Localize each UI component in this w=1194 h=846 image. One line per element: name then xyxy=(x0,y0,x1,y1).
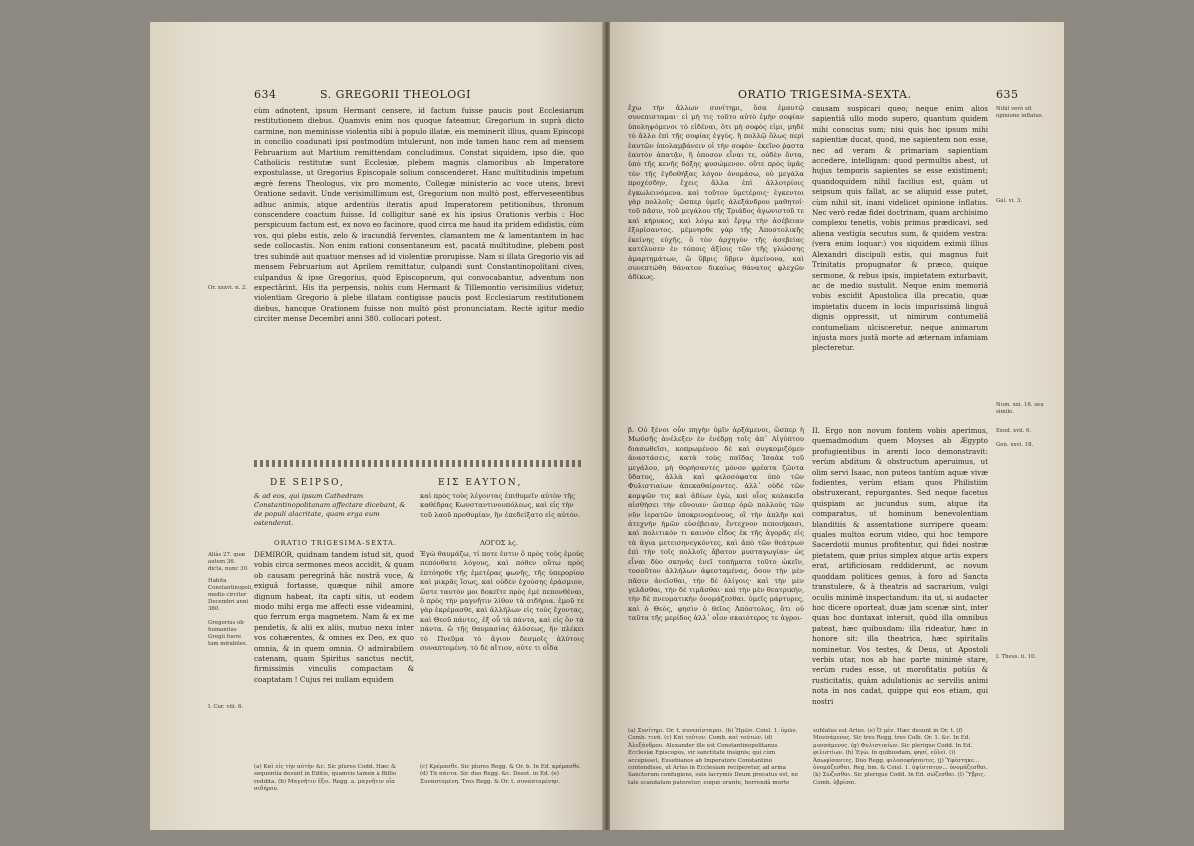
right-running-title: ORATIO TRIGESIMA-SEXTA. xyxy=(738,88,912,101)
latin-body-column xyxy=(254,550,414,760)
right-margin-note-2: Gal. vi. 3. xyxy=(996,198,1023,204)
right-margin-note-1: Nihil verò sit opinione inflatus. xyxy=(996,106,1044,119)
left-margin-ref: Or. xxxvi. n. 2. xyxy=(208,285,248,291)
open-book xyxy=(150,22,1064,830)
margin-note-1: Aliàs 27. quæ autem 36. dicta, nunc 30. xyxy=(208,552,249,572)
left-page xyxy=(150,22,604,830)
right-greek-column-b xyxy=(628,426,804,724)
right-greek-text-a: ἔχω τὴν ἄλλων συνίτημι, ὅσα ἐμαυτῷ συνεπισταμαι· εἰ μὴ τις τοῦτο αὐτὸ ἐμὴν σοφίαν ὑποληψόμενοι τὸ εἰδέναι, ὅτι μὴ σοφὸς εἰμι, μηδὲ τὸ ἄλλο ἐπὶ τῆς σοφίας ἐγγὺς. ἢ πολλῷ ὅλως περὶ ἑαυτῶν ὑπολαμβάνειν οἱ τὴν σοφὸν· ἐκεῖνο ῥᾳστα ἑαυτὸν ἀπατᾷν, ἢ ὁποσον εἶναι τε, οὐδὲν ὄντα, ὑπὸ τῆς κενῆς δόξης φυσώμενον. οὕτε πρὸς ὑμᾶς τὸν τῆς ἐγδοθήξας λόγον ὀνομάσω, οὐ μεγάλα προχέσδην, ἔχεις ἄλλα ἐπὶ ἀλλοτρίοις ἐγκωλεινόμενα. καὶ τοῦτον ὑμετέροις· ἐγκεντοι γὰρ πολλοῖς· ὥσπερ ὑμεῖς ἀλεξάνδρου μαθητοί· τοῦ πᾶσιν, τοῦ μεγάλου τῆς Τριάδος ἀγωνιστοῦ τε καὶ κήρυκος, καὶ λόγῳ καὶ ἔργῳ τὴν ἀσέβειαν ἐξορίσαντος. μέμνησθε γὰρ τῆς Ἀποστολικῆς ἐκείνης εὐχῆς, ὃ τὸν ἀρχηγὸν τῆς ἀσεβείας κατέλυσεν ἐν τόποις ἀξίοις τῶν τῆς γλώσσης ἁμαρτημάτων, ὥ ὕβρις ὕβριν ἀμείνονα, καὶ συνεπτώθη θάνατον δικαίως θάνατος φλεχῶν ἀδίκως. xyxy=(628,104,804,282)
margin-note-4: I. Cor. viii. 6. xyxy=(208,704,244,710)
right-margin-note-5: Gen. xxvi. 18. xyxy=(996,442,1034,448)
right-greek-text-b: β. Οὐ ξένοι οὖν πηγὴν ὑμῖν ἀρξάμενοι, ὥσπερ ἡ Μωϋσῆς ἀνέλεξεν ἐν ἐνέδρῃ τοῖς ἀπ᾿ Αἰγύπτου διασωθεῖσι, κοπρωμένου δὲ καὶ συγκομιζόμεν ἀναστάσεις, κατὰ τοὺς παῖδας Ἰσαὰκ τοῦ μεγάλου, μὴ θορήσαντες μόνον φρέατα ζῶντα ὕδατος, ἀλλὰ καὶ φιλοσόφατα ὑπὸ τῶν Φυλιστιαίων ἀπεκαθαίροντες. ἀλλ᾿ οὐδὲ τῶν κομψῶν τις καὶ ἀδίων ἐγὼ, καὶ οἷος κολακεῖα αἰσθήσει τὴν εὔνοιαν· ὥσπερ ὁρῶ πολλοὺς τῶν νῦν ἱερατῶν ὑποκρινομένους, οἳ τὴν ἁπλῆν καὶ ἀτεχνὴν ἡμῶν εὐσέβειαν, ἔντεχνον πεποιήκασι, καὶ πολιτικόν τι καινὸν εἶδος ἐκ τῆς ἀγορᾶς εἰς τὰ ἅγια μετεισηνεγκόντες, καὶ ἀπὸ τῶν θεάτρων ἐπὶ τὴν τοῖς πολλοῖς ἄβατον μυσταγωγίαν· ὡς εἶναι δύο σκηνὰς ἐνεῖ τοπήματα τοῦτο ὠκεῖν, τοσοῦτον ἀλλήλων ἀφεσταμένας, ὅσον τὴν μὲν πᾶσιν ἀνεῖσθαι, τὴν δὲ ὀλίγοις· καὶ τὴν μὲν γελᾶσθαι, τὴν δὲ τιμᾶσθαι· καὶ τὴν μὲν θεατρικὴν, τὴν δὲ πνευματικὴν ὀνομάζεσθαι. ὑμεῖς μάρτυρες, καὶ ὁ Θεὸς, φησὶν ὁ θεῖος Ἀπόστολος, ὅτι οὐ ταῦτα τῆς μερίδος ἀλλ᾿ οἶον σκαιότερος τε ἀγροι- xyxy=(628,426,804,623)
heading-greek: ΕΙΣ ΕΑΥΤΟΝ, xyxy=(438,478,523,488)
right-margin-note-4: Exod. xvii. 6. xyxy=(996,428,1032,434)
heading-latin: DE SEIPSO, xyxy=(270,478,345,488)
right-latin-text-b: II. Ergo non novum fontem vobis aperimus, quemadmodum quem Moyses ab Ægypto profugientibus in arenti loco demonstravit: verùm abditum & obstructum aperuimus, ut olim servi Isaac, non puteos tantùm aquæ vivæ fodientes, verùm etiam quos Philistiim obstruxerant, repurgantes. Sed neque facetus quispiam ac jucundus sum, atque ita comparatus, ut hominum benevolentiam blanditiis & assentatione surripere queam: quales multos eorum video, qui hoc tempore Sacerdotii munus profitentur, qui fidei nostræ pietatem, quæ prius simplex atque artis expers erat, artificiosam reddiderunt, ac novum quoddam politices genus, à foro ad Sancta transtulere, & à theatris ad sacrarium, vulgi oculis minimè inspectandum: ita ut, si audacter hoc dicere oporteat, duæ jam scenæ sint, inter quas hoc duntaxat intersit, quòd illa omnibus pateat, hæc quibusdam: illa rideatur, hæc in honore sit: illa theatrica, hæc spiritalis nominetur. Vos testes, & Deus, ut Apostoli verbis utar, nos ab hac parte minimè stare, verùm rudes esse, ut morofitatis potiùs & rusticitatis, quàm adulationis ac servilis animi nota in nos cadat, quippe qui eos etiam, qui nostri xyxy=(812,426,988,706)
latin-body-text: DEMIROR, quidnam tandem istud sit, quod vobis circa sermones meos accidit, & quam ob causam peregrinâ hâc nostrâ voce, & exiguâ fortasse, quæque nihil amore dignum habeat, ita capti sitis, ut eodem modo mihi erga me affecti esse videamini, quo ferrum erga magnetem. Nam & ex me pendetis, & alii ex aliis, mutuo nexu inter vos cohærentes, & omnes ex Deo, ex quo omnia, & in quem omnia. O admirabilem catenam, quam Spiritus sanctus nectit, firmissimis vinculis compactam & coaptatam ! Cujus rei nullam equidem xyxy=(254,550,414,684)
right-greek-column-a xyxy=(628,104,804,422)
footnotes-greek: (c) Κρέμασθε. Sic plures Regg. & Or. b. In Ed. κρέμασθε. (d) Τὰ πάντα. Sic duo Regg. &c. Deest. in Ed. (e) Συναπτομένη. Tres Regg. & Or. t. συναπτομένην. xyxy=(420,764,581,785)
oratio-label-greek: ΛΟΓΟΣ λϛ. xyxy=(480,539,519,547)
margin-note-2: Habita Constantinopoli, medio circiter Decembri anni 380. xyxy=(208,578,253,612)
right-margin-note-6: I. Thess. ii. 10. xyxy=(996,654,1037,660)
subheading-greek: καὶ πρὸς τοὺς λέγοντας ἐπιθυμεῖν αὐτὸν τῆς καθέδρας Κωνσταντινουπόλεως, καὶ εἰς τὴν τοῦ λαοῦ προθυμίαν, ἣν ἐπεδείξατο εἰς αὐτόν. xyxy=(420,492,580,519)
oratio-label-latin: ORATIO TRIGESIMA-SEXTA. xyxy=(274,539,398,547)
right-page xyxy=(610,22,1064,830)
greek-body-text: Ἐγὼ θαυμάζω, τί ποτε ἐστιν ὃ πρὸς τοὺς ἐμοὺς πεπόνθατε λόγους, καὶ πόθεν οὕτω πρὸς ἐπτόησθε τῆς ἐμετέρας φωνῆς, τῆς ὑπερορίου καὶ μικρᾶς ἴσως, καὶ οὐδὲν ἐχούσης ἐράσμιον, ὥστε ταυτὸν μοι δοκεῖτε πρὸς ἐμὲ πεπονθέναι, ὃ πρὸς τὴν μαγνῆτιν λίθον τὰ σιδήρια. ἐμοῦ τε γὰρ ἐκρέμασθε, καὶ ἀλλήλων εἰς τοὺς ἔχοντας, καὶ Θεοῦ πάντες, ἐξ οὗ τὰ πάντα, καὶ εἰς ὃν τὰ πάντα. ὢ τῆς θαυμασίας ἁλύσεως, ἣν πλέκει τὸ Πνεῦμα τὸ ἅγιον δεσμοῖς ἀλύτοις συναπτομένη. τὸ δὲ αἴτιον, οὐτε τι οἶδα xyxy=(420,550,584,653)
subheading-latin: & ad eos, qui ipsum Cathedram Constantinopolitanam affectare dicebant, & de populi alacritate, quam erga eum ostenderat. xyxy=(254,492,406,527)
margin-note-3: Gregorius ob humanitas Gregii fuere tam mirabiles. xyxy=(208,620,248,647)
right-margin-note-3: Num. xxi. 16. seu simile. xyxy=(996,402,1044,415)
footnotes-latin: (a) Καὶ εἰς τὴν αὐτὴν &c. Sic plures Codd. Hæc & sequentia desunt in Editis, quamvis tamen à Billio reddita. (b) Μαγνῆτιν ἕξει. Regg. a. μαγνῆτιν οἷα σιδήρου. xyxy=(254,764,397,793)
right-page-number: 635 xyxy=(996,88,1019,101)
right-latin-column-a xyxy=(812,104,988,422)
ornamental-rule xyxy=(254,460,584,467)
left-running-title: S. GREGORII THEOLOGI xyxy=(320,88,471,101)
right-latin-column-b xyxy=(812,426,988,724)
left-intro-text xyxy=(254,106,584,454)
greek-body-column xyxy=(420,550,584,760)
right-latin-text-a: causam suspicari queo; neque enim alios sapientiâ ullo modo supero, quantum quidem mihi conscius sum; nisi quis hoc ipsum mihi sapientiæ ducat, quod, me sapientem non esse, nec ad veram & primariam sapientiam accedere, intelligam: quod permultis abest, ut hujus temporis sapientes se esse existiment; quandoquidem nihil facilius est, quàm ut seipsum quis fallat, ac se aliquid esse putet, cùm nihil sit, inani videlicet opinione inflatus. Nec verò redæ fidei doctrinam, quam archisimo complexu tenetis, vobis primus prædicavi, sed aliena vestigia secutus sum, & quidem vestra: (vera enim loquar:) vos siquidem eximii illius Alexandri discipuli estis, qui magnus fuit Trinitatis propugnator & præco, quique sermone, & rebus ipsis, impietatem exturbavit, ac de medio sustulit. Neque enim memoriâ vobis excidit Apostolica illa precatio, quæ impietatis ducem in locis impurissimâ linguâ dignis oppressit, ut nimirum contumeliâ contumeliam ulcisceretur, neque animarum injusta mors justâ morte ad æternam infamiam plecteretur. xyxy=(812,104,988,353)
right-footnotes: (a) Συνίτημι. Or. t. συνεπίσταμαι. (b) Ἡμῶν. Coisl. 1. ὑμῶν. Comb. τινά. (c) Καὶ τοῦτον. Comb. καὶ τούτων. (d) Ἀλεξάνδρου. Alexander ille est Constantinopolitanus Ecclesiæ Episcopus, vir sanctitate insignis; qui cùm accepisset, Eusebianos ab Imperatore Constantino contendisse, ut Arius in Ecclesiam reciperetur, ad arma Sanctorum confugiens, suis lacrymis Deum precatus est, ne tale scandalum pateretur; eoque orante, horrendâ morte sublatus est Arius. (e) Ὁ μὲν. Hæc desunt in Or. t. (f) Μονσάμενος. Sic tres Regg. tres Colb. Or. 1. &c. In Ed. μονσάμενος. (g) Φυλιστιαίων. Sic plerique Codd. In Ed. φιλιστίων. (h) Ἐγὼ. In quibusdam, φησί, εὐλεὶ. (i) Ἀπωφίσαντες. Duo Regg. φιλοσοφήσαντες. (j) Ὑφέστηκε... ὀνομάζεσθαι. Reg. bm. & Coisl. 1. ὑψίστατον... ὀνομάζεσθαι. (k) Σώζεσθαι. Sic plerique Codd. In Ed. σώζεσθαι. (l) Ὕβρις. Comb. ὑβρίσαι. xyxy=(628,728,988,786)
intro-paragraph: cùm adnotent, ipsum Hermant censere, id factum fuisse paucis post Ecclesiarum restitutionem diebus. Quamvis enim nos quoque fateamur, Gregorium in suprà dicto carmine, non meminisse violentia sibi à populo illatæ, eis meminerit illius, quam Episcopi in concilio coadunati ipsi postmodùm intulerunt, non inde tamen hanc rem ad mensem Februarium aut Martium remittendam concludimus. Constat siquidem, ipso die, quo Catholicis restitutæ sunt Ecclesiæ, plebem magnis clamoribus ab Imperatore expostulasse, ut Gregorius Episcopale solium conscenderet. Hanc multitudinis impetum ægrè ferens Theologus, vix pro momento, Collegæ ministerio ac voce utens, brevi Oratione sedavit. Unde verisimillimum est, Gregorium non multò post, efferveseentibus adhuc animis, atque ardentiùs iteratis apud Imperatorem petitionibus, thronum conscendere coactum fuisse. Id colligitur sanè ex his ipsius Orationis verbis : Hoc perspicuum factum est, ex novo eo facinore, quod circa me haud ita pridem edidistis, cùm vos, qui plebs estis, zelo & iracundiâ ferventes, clamantem me & lamentantem in hac sede collocastis. Non enim rationi consentaneum est, pacatâ multitudine, plebem post tres subindè aut quatuor menses ad id violentiæ prorupisse. Nam si illata Gregorio vis ad mensem Februarium aut Aprilem remittatur, culpandi sunt Constantinopolitani cives, culpandus & ipse Gregorius, quòd Episcoporum, qui convocabantur, adventum non expectârint. His ita perpensis, nobis cum Hermant & Tillemontio verisimilius videtur, violentiam Gregorio à plebe illatam contigisse paucis post Ecclesiarum restitutionem diebus, hancque Orationem fuisse non multò pòst pronunciatam. Rectè igitur medio circiter mense Decembri anni 380. collocari potest. xyxy=(254,106,584,324)
left-page-number: 634 xyxy=(254,88,277,101)
